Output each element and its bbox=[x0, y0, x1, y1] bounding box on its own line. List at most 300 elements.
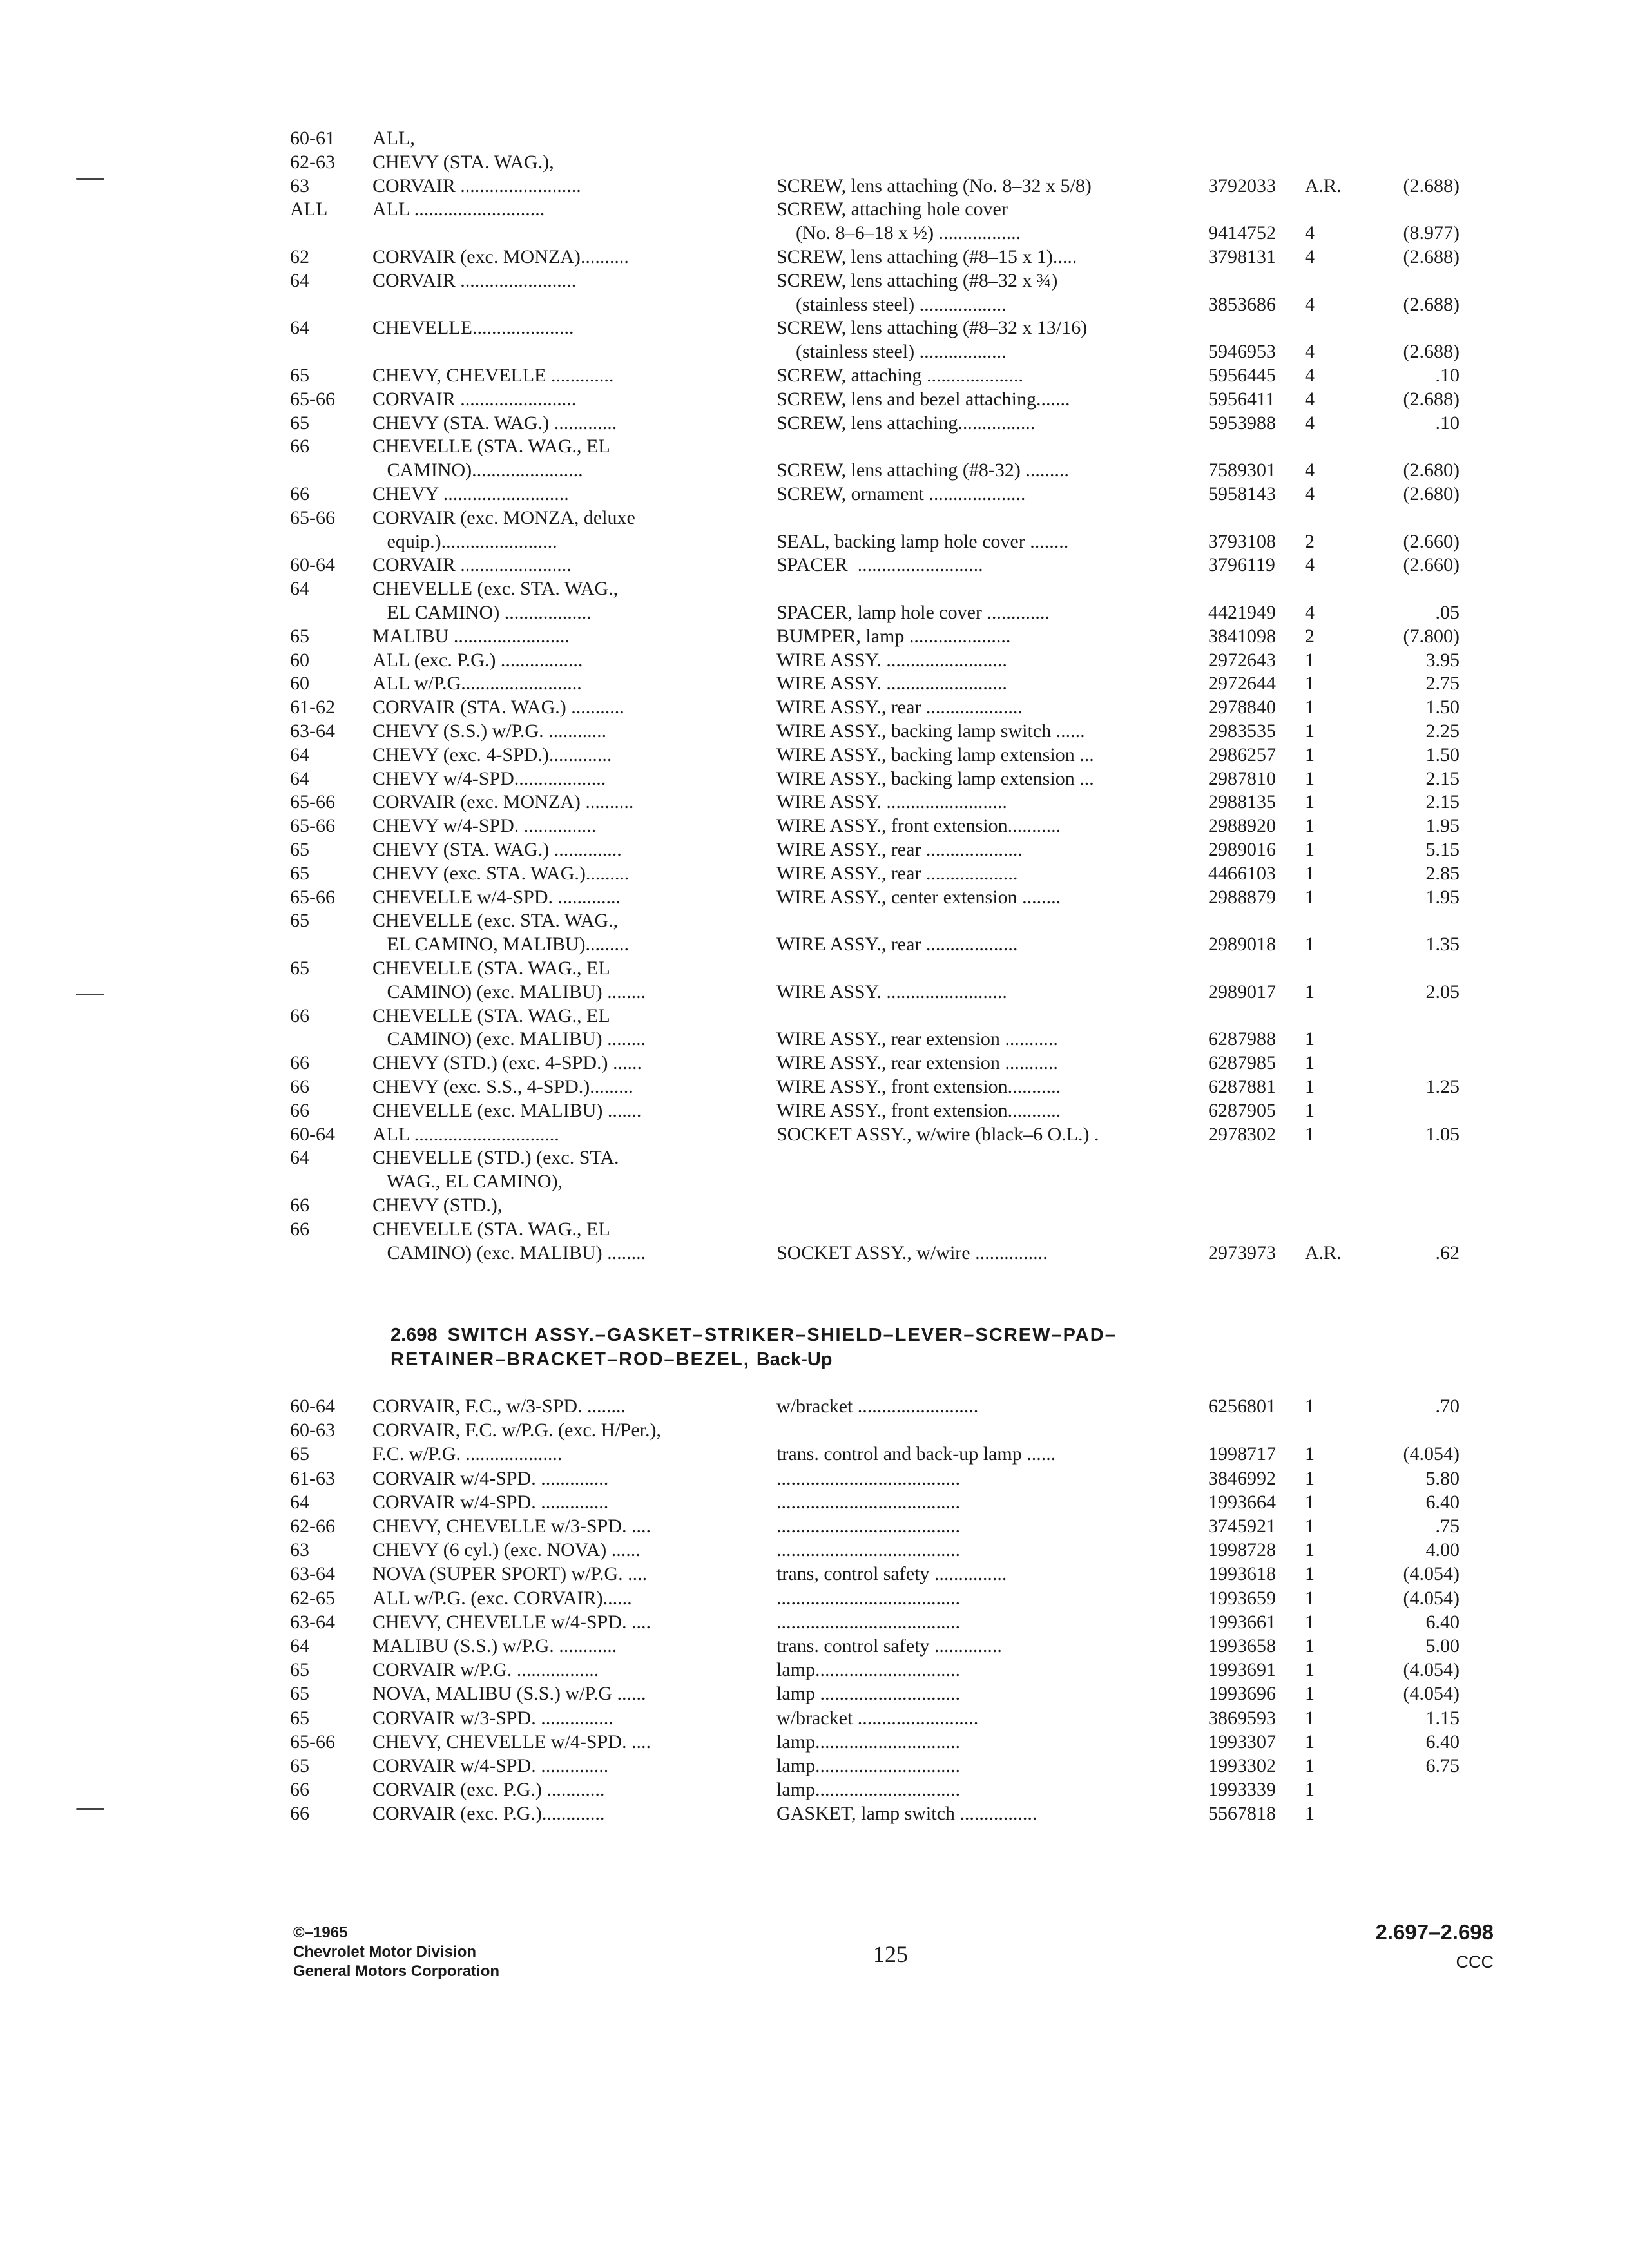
model-name: CORVAIR (exc. P.G.)............. bbox=[372, 1803, 605, 1825]
part-description: WIRE ASSY. ......................... bbox=[776, 673, 1007, 695]
price-or-ref: (4.054) bbox=[1403, 1587, 1460, 1609]
table-row bbox=[290, 530, 1463, 553]
part-number: 2986257 bbox=[1208, 744, 1276, 765]
model-name: CHEVY .......................... bbox=[372, 483, 569, 505]
price-or-ref: 1.05 bbox=[1425, 1123, 1460, 1145]
model-name: equip.)........................ bbox=[372, 530, 557, 552]
part-number: 3792033 bbox=[1208, 175, 1276, 197]
model-name: CORVAIR, F.C., w/3-SPD. ........ bbox=[372, 1396, 626, 1417]
price-or-ref: 1.50 bbox=[1425, 744, 1460, 765]
model-year: 65-66 bbox=[290, 886, 335, 908]
part-description: lamp ............................. bbox=[776, 1683, 960, 1705]
model-name: CHEVELLE (exc. MALIBU) ....... bbox=[372, 1099, 642, 1121]
part-description: WIRE ASSY. ......................... bbox=[776, 981, 1007, 1003]
model-name: CORVAIR w/4-SPD. .............. bbox=[372, 1491, 609, 1513]
quantity: 1 bbox=[1305, 767, 1315, 789]
publisher-block bbox=[293, 1923, 499, 1981]
part-description: SCREW, lens attaching (#8–32 x ¾) bbox=[776, 269, 1058, 291]
quantity: 1 bbox=[1305, 1491, 1315, 1513]
part-description: WIRE ASSY., rear ................... bbox=[776, 934, 1018, 956]
part-description: SCREW, attaching hole cover bbox=[776, 198, 1008, 220]
part-description: w/bracket ......................... bbox=[776, 1396, 979, 1417]
table-row bbox=[290, 1193, 1463, 1217]
quantity: 1 bbox=[1305, 1028, 1315, 1050]
model-name: CORVAIR (exc. MONZA).......... bbox=[372, 246, 629, 267]
table-row bbox=[290, 1442, 1463, 1466]
quantity: 4 bbox=[1305, 412, 1315, 434]
division-line: Chevrolet Motor Division bbox=[293, 1943, 477, 1961]
price-or-ref: (2.688) bbox=[1403, 341, 1460, 363]
part-description: SPACER .......................... bbox=[776, 554, 983, 576]
model-year: 65 bbox=[290, 1443, 309, 1465]
quantity: 1 bbox=[1305, 1052, 1315, 1074]
quantity: 1 bbox=[1305, 673, 1315, 695]
quantity: 1 bbox=[1305, 649, 1315, 671]
table-row bbox=[290, 269, 1463, 293]
table-row bbox=[290, 1217, 1463, 1241]
table-row bbox=[290, 363, 1463, 387]
part-description: SCREW, attaching .................... bbox=[776, 365, 1024, 386]
model-name: CHEVELLE (exc. STA. WAG., bbox=[372, 910, 619, 932]
part-number: 1998728 bbox=[1208, 1539, 1276, 1561]
part-description: ...................................... bbox=[776, 1491, 960, 1513]
part-description: SPACER, lamp hole cover ............. bbox=[776, 602, 1050, 623]
part-description: SCREW, lens attaching (#8-32) ......... bbox=[776, 459, 1069, 481]
quantity: 1 bbox=[1305, 1076, 1315, 1097]
part-number: 6256801 bbox=[1208, 1396, 1276, 1417]
part-number: 5953988 bbox=[1208, 412, 1276, 434]
model-name: CHEVY (STD.), bbox=[372, 1195, 503, 1216]
table-row bbox=[290, 126, 1463, 150]
part-description: WIRE ASSY., rear .................... bbox=[776, 697, 1023, 718]
part-description: WIRE ASSY., backing lamp extension ... bbox=[776, 767, 1094, 789]
part-description: trans. control and back-up lamp ...... bbox=[776, 1443, 1056, 1465]
part-description: SCREW, ornament .................... bbox=[776, 483, 1026, 505]
table-row bbox=[290, 1538, 1463, 1562]
model-year: 60-64 bbox=[290, 1123, 335, 1145]
model-year: 61-63 bbox=[290, 1467, 335, 1489]
table-row bbox=[290, 553, 1463, 577]
model-year: 63-64 bbox=[290, 720, 335, 742]
model-name: CHEVY (STA. WAG.), bbox=[372, 151, 554, 173]
quantity: 1 bbox=[1305, 886, 1315, 908]
model-year: 64 bbox=[290, 1147, 309, 1169]
model-name: CHEVY, CHEVELLE w/4-SPD. .... bbox=[372, 1731, 651, 1753]
part-number: 3793108 bbox=[1208, 530, 1276, 552]
model-name: F.C. w/P.G. .................... bbox=[372, 1443, 563, 1465]
part-number: 2978302 bbox=[1208, 1123, 1276, 1145]
quantity: 1 bbox=[1305, 1563, 1315, 1585]
model-year: 66 bbox=[290, 436, 309, 457]
model-name: CORVAIR w/4-SPD. .............. bbox=[372, 1467, 609, 1489]
model-year: 63-64 bbox=[290, 1563, 335, 1585]
part-number: 1993302 bbox=[1208, 1755, 1276, 1776]
part-number: 2978840 bbox=[1208, 697, 1276, 718]
quantity: 4 bbox=[1305, 222, 1315, 244]
model-name: CORVAIR (exc. P.G.) ............ bbox=[372, 1779, 605, 1801]
table-row bbox=[290, 197, 1463, 221]
table-row bbox=[290, 1586, 1463, 1610]
price-or-ref: 5.00 bbox=[1425, 1635, 1460, 1657]
catalog-code: CCC bbox=[1456, 1952, 1494, 1972]
part-number: 1993339 bbox=[1208, 1779, 1276, 1801]
table-row bbox=[290, 1241, 1463, 1265]
table-row bbox=[290, 743, 1463, 767]
model-name: WAG., EL CAMINO), bbox=[372, 1171, 563, 1193]
corporation-line: General Motors Corporation bbox=[293, 1963, 500, 1980]
price-or-ref: (2.688) bbox=[1403, 388, 1460, 410]
price-or-ref: 2.05 bbox=[1425, 981, 1460, 1003]
quantity: 1 bbox=[1305, 1539, 1315, 1561]
model-year: 65-66 bbox=[290, 388, 335, 410]
model-year: 64 bbox=[290, 1491, 309, 1513]
price-or-ref: 1.15 bbox=[1425, 1707, 1460, 1729]
model-year: 66 bbox=[290, 1052, 309, 1074]
part-description: SEAL, backing lamp hole cover ........ bbox=[776, 530, 1069, 552]
quantity: 4 bbox=[1305, 483, 1315, 505]
model-name: CHEVELLE..................... bbox=[372, 317, 574, 339]
model-year: 60 bbox=[290, 673, 309, 695]
model-year: 65 bbox=[290, 862, 309, 884]
model-year: 65 bbox=[290, 1707, 309, 1729]
part-number: 5956411 bbox=[1208, 388, 1275, 410]
part-description: WIRE ASSY. ......................... bbox=[776, 649, 1007, 671]
price-or-ref: (2.688) bbox=[1403, 175, 1460, 197]
quantity: 4 bbox=[1305, 293, 1315, 315]
table-row bbox=[290, 1099, 1463, 1122]
quantity: 1 bbox=[1305, 1123, 1315, 1145]
quantity: A.R. bbox=[1305, 175, 1342, 197]
table-row bbox=[290, 1562, 1463, 1586]
model-year: 66 bbox=[290, 1218, 309, 1240]
part-description: SCREW, lens and bezel attaching....... bbox=[776, 388, 1070, 410]
table-row bbox=[290, 1730, 1463, 1754]
part-number: 1993659 bbox=[1208, 1587, 1276, 1609]
part-number: 3846992 bbox=[1208, 1467, 1276, 1489]
model-name: NOVA (SUPER SPORT) w/P.G. .... bbox=[372, 1563, 648, 1585]
model-year: 66 bbox=[290, 1099, 309, 1121]
section-number: 2.698 bbox=[390, 1325, 438, 1345]
part-number: 1998717 bbox=[1208, 1443, 1276, 1465]
model-name: CORVAIR (exc. MONZA, deluxe bbox=[372, 506, 635, 528]
part-description: SCREW, lens attaching (#8–15 x 1)..... bbox=[776, 246, 1077, 267]
table-row bbox=[290, 980, 1463, 1004]
model-name: EL CAMINO) .................. bbox=[372, 602, 592, 623]
model-year: 65-66 bbox=[290, 791, 335, 813]
model-name: CAMINO)....................... bbox=[372, 459, 583, 481]
quantity: 1 bbox=[1305, 744, 1315, 765]
part-description: SCREW, lens attaching................ bbox=[776, 412, 1036, 434]
table-row bbox=[290, 671, 1463, 695]
table-row bbox=[290, 1051, 1463, 1075]
table-row bbox=[290, 1027, 1463, 1051]
table-row bbox=[290, 1658, 1463, 1682]
table-row bbox=[290, 908, 1463, 932]
table-row bbox=[290, 648, 1463, 672]
part-description: ...................................... bbox=[776, 1515, 960, 1537]
model-name: CORVAIR w/P.G. ................. bbox=[372, 1659, 599, 1681]
price-or-ref: .05 bbox=[1435, 602, 1460, 623]
model-name: CORVAIR ........................ bbox=[372, 388, 577, 410]
model-name: ALL, bbox=[372, 128, 415, 149]
model-name: MALIBU ........................ bbox=[372, 625, 570, 647]
price-or-ref: (2.688) bbox=[1403, 246, 1460, 267]
price-or-ref: 3.95 bbox=[1425, 649, 1460, 671]
table-row bbox=[290, 387, 1463, 411]
quantity: 1 bbox=[1305, 1443, 1315, 1465]
model-year: 66 bbox=[290, 1004, 309, 1026]
model-year: 65 bbox=[290, 625, 309, 647]
model-name: CHEVY w/4-SPD................... bbox=[372, 767, 606, 789]
table-row bbox=[290, 1146, 1463, 1169]
table-row bbox=[290, 1490, 1463, 1514]
model-name: CORVAIR w/3-SPD. ............... bbox=[372, 1707, 613, 1729]
quantity: 4 bbox=[1305, 554, 1315, 576]
table-row bbox=[290, 434, 1463, 458]
price-or-ref: 1.25 bbox=[1425, 1076, 1460, 1097]
table-row bbox=[290, 1706, 1463, 1730]
table-row bbox=[290, 838, 1463, 861]
part-number: 6287881 bbox=[1208, 1076, 1276, 1097]
section-heading-line1 bbox=[390, 1323, 1357, 1347]
quantity: 1 bbox=[1305, 981, 1315, 1003]
part-number: 3745921 bbox=[1208, 1515, 1276, 1537]
price-or-ref: (2.680) bbox=[1403, 459, 1460, 481]
part-description: trans, control safety ............... bbox=[776, 1563, 1007, 1585]
model-year: 65-66 bbox=[290, 815, 335, 837]
quantity: 1 bbox=[1305, 1396, 1315, 1417]
part-number: 6287985 bbox=[1208, 1052, 1276, 1074]
model-year: 63-64 bbox=[290, 1611, 335, 1633]
price-or-ref: 5.80 bbox=[1425, 1467, 1460, 1489]
model-year: 64 bbox=[290, 744, 309, 765]
model-year: 60-61 bbox=[290, 128, 335, 149]
model-name: CHEVY (STA. WAG.) ............. bbox=[372, 412, 617, 434]
part-number: 3798131 bbox=[1208, 246, 1276, 267]
punch-mark bbox=[76, 1808, 104, 1810]
section-range: 2.697–2.698 bbox=[1375, 1920, 1494, 1944]
part-description: SOCKET ASSY., w/wire ............... bbox=[776, 1242, 1048, 1264]
part-description: SCREW, lens attaching (#8–32 x 13/16) bbox=[776, 317, 1088, 339]
model-name: CORVAIR (exc. MONZA) .......... bbox=[372, 791, 634, 813]
model-year: 61-62 bbox=[290, 697, 335, 718]
model-year: 60-64 bbox=[290, 1396, 335, 1417]
quantity: 1 bbox=[1305, 862, 1315, 884]
copyright-line: ©–1965 bbox=[293, 1924, 348, 1941]
table-row bbox=[290, 1802, 1463, 1825]
part-number: 6287988 bbox=[1208, 1028, 1276, 1050]
price-or-ref: 2.85 bbox=[1425, 862, 1460, 884]
price-or-ref: .10 bbox=[1435, 412, 1460, 434]
model-name: EL CAMINO, MALIBU)......... bbox=[372, 934, 630, 956]
part-number: 2989017 bbox=[1208, 981, 1276, 1003]
quantity: 1 bbox=[1305, 697, 1315, 718]
model-year: 66 bbox=[290, 1076, 309, 1097]
part-description: lamp.............................. bbox=[776, 1731, 960, 1753]
quantity: 1 bbox=[1305, 720, 1315, 742]
table-row bbox=[290, 316, 1463, 340]
model-year: 65 bbox=[290, 365, 309, 386]
part-description: SOCKET ASSY., w/wire (black–6 O.L.) . bbox=[776, 1123, 1099, 1145]
quantity: 1 bbox=[1305, 1755, 1315, 1776]
model-name: CORVAIR (STA. WAG.) ........... bbox=[372, 697, 624, 718]
model-year: 66 bbox=[290, 1803, 309, 1825]
table-row bbox=[290, 458, 1463, 482]
price-or-ref: (4.054) bbox=[1403, 1443, 1460, 1465]
model-year: 63 bbox=[290, 175, 309, 197]
model-name: CHEVY (exc. 4-SPD.)............. bbox=[372, 744, 612, 765]
quantity: 1 bbox=[1305, 1467, 1315, 1489]
price-or-ref: 6.40 bbox=[1425, 1491, 1460, 1513]
model-year: 65 bbox=[290, 839, 309, 860]
model-name: CORVAIR ......................... bbox=[372, 175, 581, 197]
part-number: 2989016 bbox=[1208, 839, 1276, 860]
model-year: 65 bbox=[290, 412, 309, 434]
table-row bbox=[290, 719, 1463, 743]
table-row bbox=[290, 601, 1463, 624]
part-description: WIRE ASSY., rear .................... bbox=[776, 839, 1023, 860]
part-number: 9414752 bbox=[1208, 222, 1276, 244]
price-or-ref: 4.00 bbox=[1425, 1539, 1460, 1561]
table-row bbox=[290, 1610, 1463, 1634]
part-number: 2972643 bbox=[1208, 649, 1276, 671]
table-row bbox=[290, 1682, 1463, 1706]
model-year: 62-63 bbox=[290, 151, 335, 173]
table-row bbox=[290, 411, 1463, 435]
part-number: 1993307 bbox=[1208, 1731, 1276, 1753]
table-row bbox=[290, 1075, 1463, 1099]
part-number: 6287905 bbox=[1208, 1099, 1276, 1121]
part-number: 1993618 bbox=[1208, 1563, 1276, 1585]
part-number: 3869593 bbox=[1208, 1707, 1276, 1729]
table-row bbox=[290, 1778, 1463, 1802]
price-or-ref: 5.15 bbox=[1425, 839, 1460, 860]
table-row bbox=[290, 150, 1463, 174]
part-description: WIRE ASSY., rear extension ........... bbox=[776, 1028, 1058, 1050]
model-name: CHEVELLE (STA. WAG., EL bbox=[372, 1004, 610, 1026]
section-title-suffix: Back-Up bbox=[756, 1349, 833, 1370]
quantity: 1 bbox=[1305, 791, 1315, 813]
table-row bbox=[290, 695, 1463, 719]
model-name: ALL w/P.G. (exc. CORVAIR)...... bbox=[372, 1587, 632, 1609]
model-year: 65-66 bbox=[290, 1731, 335, 1753]
part-description: WIRE ASSY., front extension........... bbox=[776, 1099, 1061, 1121]
price-or-ref: (4.054) bbox=[1403, 1683, 1460, 1705]
quantity: 2 bbox=[1305, 625, 1315, 647]
quantity: 1 bbox=[1305, 1635, 1315, 1657]
part-number: 2987810 bbox=[1208, 767, 1276, 789]
quantity: 1 bbox=[1305, 1659, 1315, 1681]
model-year: 66 bbox=[290, 1195, 309, 1216]
price-or-ref: .70 bbox=[1435, 1396, 1460, 1417]
model-year: 66 bbox=[290, 483, 309, 505]
quantity: 1 bbox=[1305, 1587, 1315, 1609]
part-number: 5567818 bbox=[1208, 1803, 1276, 1825]
table-row bbox=[290, 790, 1463, 814]
quantity: A.R. bbox=[1305, 1242, 1342, 1264]
model-year: 64 bbox=[290, 767, 309, 789]
part-number: 2988879 bbox=[1208, 886, 1276, 908]
quantity: 1 bbox=[1305, 934, 1315, 956]
table-row bbox=[290, 577, 1463, 601]
price-or-ref: 2.25 bbox=[1425, 720, 1460, 742]
part-number: 1993658 bbox=[1208, 1635, 1276, 1657]
quantity: 4 bbox=[1305, 388, 1315, 410]
model-name: CHEVELLE (exc. STA. WAG., bbox=[372, 578, 619, 600]
table-row bbox=[290, 1004, 1463, 1028]
quantity: 1 bbox=[1305, 1515, 1315, 1537]
model-name: CHEVY (exc. S.S., 4-SPD.)......... bbox=[372, 1076, 633, 1097]
table-row bbox=[290, 624, 1463, 648]
quantity: 1 bbox=[1305, 1707, 1315, 1729]
price-or-ref: 2.15 bbox=[1425, 791, 1460, 813]
model-name: CHEVELLE (STA. WAG., EL bbox=[372, 1218, 610, 1240]
part-number: 3853686 bbox=[1208, 293, 1276, 315]
part-number: 5946953 bbox=[1208, 341, 1276, 363]
part-number: 2973973 bbox=[1208, 1242, 1276, 1264]
part-number: 1993661 bbox=[1208, 1611, 1276, 1633]
section-title-line2: RETAINER–BRACKET–ROD–BEZEL, bbox=[390, 1349, 750, 1370]
table-row bbox=[290, 1514, 1463, 1538]
table-row bbox=[290, 1169, 1463, 1193]
part-description: WIRE ASSY., center extension ........ bbox=[776, 886, 1061, 908]
price-or-ref: (4.054) bbox=[1403, 1659, 1460, 1681]
quantity: 1 bbox=[1305, 1779, 1315, 1801]
table-row bbox=[290, 861, 1463, 885]
part-description: BUMPER, lamp ..................... bbox=[776, 625, 1011, 647]
price-or-ref: 2.75 bbox=[1425, 673, 1460, 695]
price-or-ref: .10 bbox=[1435, 365, 1460, 386]
price-or-ref: 6.75 bbox=[1425, 1755, 1460, 1776]
model-name: CHEVELLE (STA. WAG., EL bbox=[372, 436, 610, 457]
part-description: (stainless steel) .................. bbox=[776, 293, 1007, 315]
table-row bbox=[290, 340, 1463, 363]
model-name: ALL ........................... bbox=[372, 198, 545, 220]
table-row bbox=[290, 767, 1463, 791]
price-or-ref: (7.800) bbox=[1403, 625, 1460, 647]
price-or-ref: (4.054) bbox=[1403, 1563, 1460, 1585]
quantity: 1 bbox=[1305, 839, 1315, 860]
table-row bbox=[290, 1418, 1463, 1442]
quantity: 2 bbox=[1305, 530, 1315, 552]
part-description: lamp.............................. bbox=[776, 1659, 960, 1681]
table-row bbox=[290, 1394, 1463, 1418]
model-name: CAMINO) (exc. MALIBU) ........ bbox=[372, 1242, 646, 1264]
table-row bbox=[290, 506, 1463, 530]
model-name: CHEVELLE (STD.) (exc. STA. bbox=[372, 1147, 619, 1169]
model-name: CORVAIR ........................ bbox=[372, 269, 577, 291]
part-description: w/bracket ......................... bbox=[776, 1707, 979, 1729]
part-number: 2988920 bbox=[1208, 815, 1276, 837]
part-description: WIRE ASSY., front extension........... bbox=[776, 1076, 1061, 1097]
table-row bbox=[290, 221, 1463, 245]
quantity: 4 bbox=[1305, 459, 1315, 481]
part-description: ...................................... bbox=[776, 1587, 960, 1609]
table-row bbox=[290, 1754, 1463, 1778]
part-number: 2983535 bbox=[1208, 720, 1276, 742]
model-name: CHEVY, CHEVELLE w/3-SPD. .... bbox=[372, 1515, 651, 1537]
table-row bbox=[290, 482, 1463, 506]
price-or-ref: (2.680) bbox=[1403, 483, 1460, 505]
part-number: 5958143 bbox=[1208, 483, 1276, 505]
price-or-ref: 2.15 bbox=[1425, 767, 1460, 789]
quantity: 1 bbox=[1305, 1803, 1315, 1825]
model-name: NOVA, MALIBU (S.S.) w/P.G ...... bbox=[372, 1683, 646, 1705]
quantity: 1 bbox=[1305, 1731, 1315, 1753]
quantity: 4 bbox=[1305, 365, 1315, 386]
table-row bbox=[290, 956, 1463, 980]
model-name: CHEVY w/4-SPD. ............... bbox=[372, 815, 597, 837]
